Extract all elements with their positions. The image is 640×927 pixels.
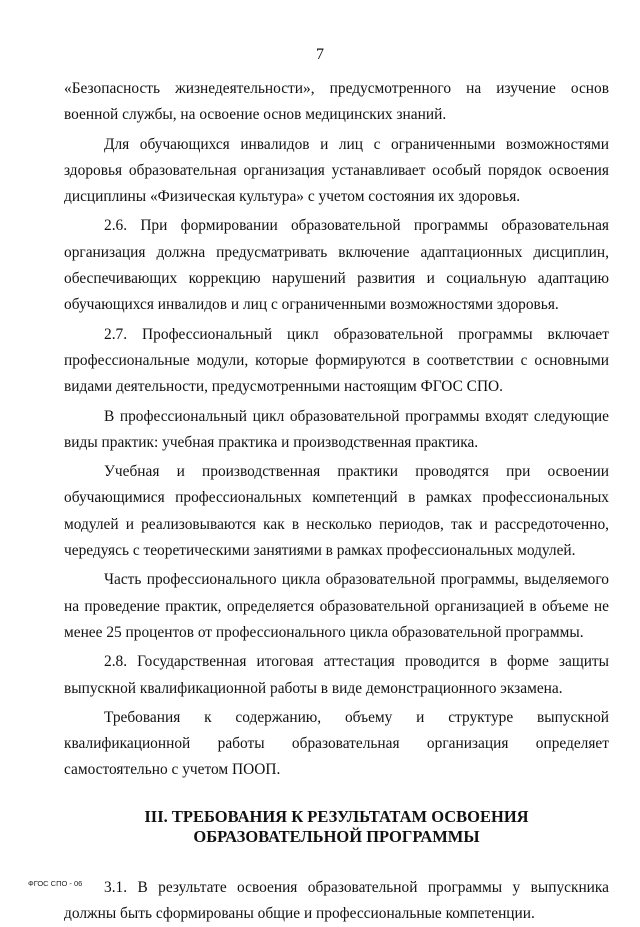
paragraph-2-6: 2.6. При формировании образовательной программы образовательная организация должна предусматривать включение адаптационных дисциплин, обеспечивающих коррекцию нарушений развития и социальную адаптацию обучающихся инвалидов и лиц с ограниченными возможностями здоровья.: [64, 217, 609, 314]
paragraph-2-8: 2.8. Государственная итоговая аттестация проводится в форме защиты выпускной квалификационной работы в виде демонстрационного экзамена.: [64, 653, 609, 697]
paragraph-disabled-students: Для обучающихся инвалидов и лиц с ограниченными возможностями здоровья образовательная организация устанавливает особый порядок освоения дисциплины «Физическая культура» с учетом состояния их здоровья.: [64, 135, 609, 206]
page-number: 7: [316, 46, 324, 63]
paragraph-3-1: 3.1. В результате освоения образовательной программы у выпускника должны быть сформированы общие и профессиональные компетенции.: [64, 878, 609, 923]
section-heading: III. ТРЕБОВАНИЯ К РЕЗУЛЬТАТАМ ОСВОЕНИЯ ОБРАЗОВАТЕЛЬНОЙ ПРОГРАММЫ: [144, 806, 529, 846]
paragraph-thesis-requirements: Требования к содержанию, объему и структуре выпускной квалификационной работы образовательная организация определяет самостоятельно с учетом ПООП.: [64, 708, 609, 779]
document-body: [64, 76, 609, 927]
paragraph-practice-share: Часть профессионального цикла образовательной программы, выделяемого на проведение практик, определяется образовательной организацией в объеме не менее 25 процентов от профессионального цикла образовательной программы.: [64, 571, 609, 641]
paragraph-continuation: «Безопасность жизнедеятельности», предусмотренного на изучение основ военной службы, на освоение основ медицинских знаний.: [64, 80, 609, 124]
footer-label: ФГОС СПО - 06: [28, 879, 83, 888]
paragraph-2-7: 2.7. Профессиональный цикл образовательной программы включает профессиональные модули, которые формируются в соответствии с основными видами деятельности, предусмотренными настоящим ФГОС СПО.: [64, 325, 609, 396]
paragraph-practice-conduct: Учебная и производственная практики проводятся при освоении обучающимися профессиональных компетенций в рамках профессиональных модулей и реализовываются как в несколько периодов, так и рассредоточенно, чередуясь с теоретическими занятиями в рамках профессиональных модулей.: [64, 463, 609, 560]
paragraph-practice-types: В профессиональный цикл образовательной программы входят следующие виды практик: учебная практика и производственная практика.: [64, 407, 609, 451]
